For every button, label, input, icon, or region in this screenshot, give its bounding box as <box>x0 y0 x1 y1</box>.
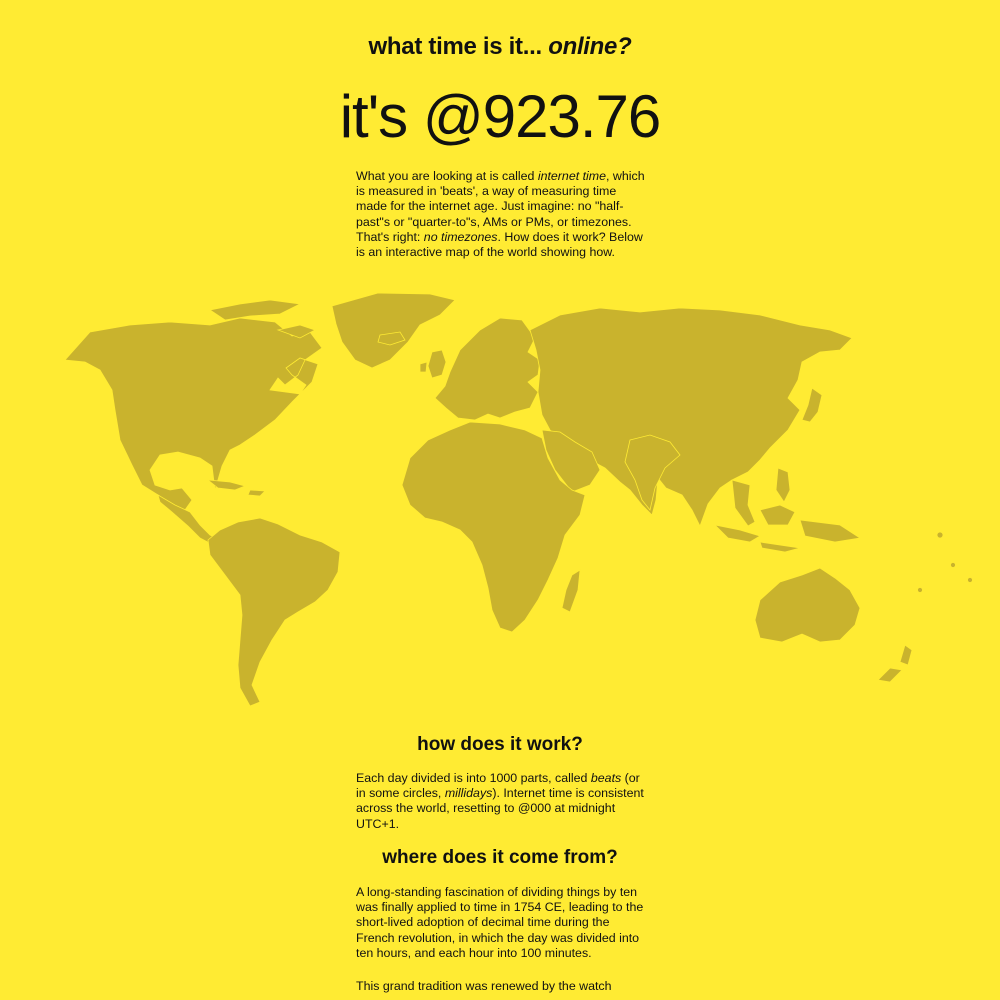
map-region-australia[interactable] <box>755 568 860 642</box>
where-section <box>356 885 646 994</box>
site-title-text: what time is it... <box>368 33 549 60</box>
how-text-1: Each day divided is into 1000 parts, called <box>356 771 591 785</box>
map-region-madagascar[interactable] <box>562 570 580 612</box>
map-region-south-america[interactable] <box>208 518 340 706</box>
map-region-north-america[interactable] <box>65 318 322 510</box>
map-region-pacific-islands[interactable] <box>918 588 923 593</box>
site-title-emphasis: online? <box>548 33 632 60</box>
map-region-europe[interactable] <box>435 318 540 420</box>
current-beat-time: it's @923.76 <box>339 83 661 150</box>
where-paragraph-2: This grand tradition was renewed by the watch <box>356 979 612 994</box>
site-title <box>0 33 1000 61</box>
map-region-new-zealand[interactable] <box>878 645 912 682</box>
map-region-pacific-islands[interactable] <box>968 578 973 583</box>
intro-em-internet-time: internet time <box>537 169 607 183</box>
how-em-beats: beats <box>590 771 622 785</box>
map-region-japan[interactable] <box>802 388 822 422</box>
how-text-3: ). Internet time is consistent across the world, resetting to @000 at midnight UTC+1. <box>356 786 644 831</box>
intro-text-2: , which is measured in 'beats', a way of measuring time made for the internet age. Just imagine: no "half-past"s or "quarter-to"s, AMs or PMs, or timezones. That's right: <box>356 169 645 244</box>
where-heading: where does it come from? <box>382 847 618 868</box>
intro-em-no-timezones: no timezones <box>423 229 498 244</box>
intro-text-1: What you are looking at is called <box>356 169 538 183</box>
intro-text-3: . How does it work? Below is an interactive map of the world showing how. <box>356 229 643 260</box>
map-region-caribbean[interactable] <box>208 480 265 496</box>
map-region-pacific-islands[interactable] <box>937 532 943 538</box>
map-region-british-isles[interactable] <box>420 350 446 378</box>
world-map[interactable] <box>60 290 980 710</box>
map-region-pacific-islands[interactable] <box>951 563 956 568</box>
how-text-2: (or in some circles, <box>356 771 640 801</box>
how-paragraph <box>356 771 646 832</box>
intro-paragraph <box>356 169 646 260</box>
how-heading: how does it work? <box>417 734 583 755</box>
how-em-millidays: millidays <box>444 786 493 801</box>
where-paragraph-1: A long-standing fascination of dividing things by ten was finally applied to time in 1754 CE, leading to the short-lived adoption of decimal time during the French revolution, in which the day was divided into ten hours, and each hour into 100 minutes. <box>356 885 644 960</box>
map-region-philippines[interactable] <box>776 468 790 502</box>
